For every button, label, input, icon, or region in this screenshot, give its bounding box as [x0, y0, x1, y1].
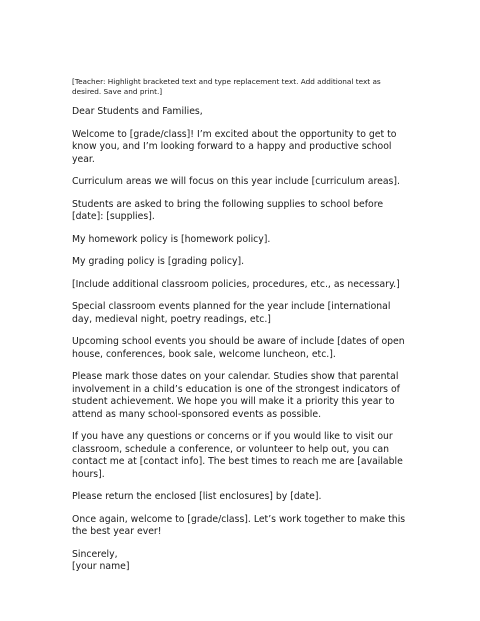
paragraph-enclosures: Please return the enclosed [list enclosures] by [date]. — [72, 491, 322, 502]
closing: Sincerely, — [72, 548, 118, 560]
paragraph-homework: My homework policy is [homework policy]. — [72, 233, 271, 245]
paragraph-welcome-again: Once again, welcome to [grade/class]. Let’s work together to make this the best year ever! — [72, 513, 406, 537]
paragraph-calendar: Please mark those dates on your calendar. Studies show that parental involvement in a child’s education is one of the strongest indicators of student achievement. We hope you will make it a priority this year to attend as many school-sponsored events as possible. — [72, 371, 400, 420]
paragraph-supplies: Students are asked to bring the following supplies to school before [date]: [supplies]. — [72, 198, 384, 222]
teacher-instructions: [Teacher: Highlight bracketed text and type replacement text. Add additional text as desired. Save and print.] — [72, 77, 381, 96]
letter-body — [72, 106, 412, 574]
paragraph-contact: If you have any questions or concerns or if you would like to visit our classroom, schedule a conference, or volunteer to help out, you can contact me at [contact info]. The best times to reach me are [available hours]. — [72, 431, 403, 480]
paragraph-policies: [Include additional classroom policies, procedures, etc., as necessary.] — [72, 278, 400, 290]
signature: [your name] — [72, 561, 130, 572]
paragraph-classroom-events: Special classroom events planned for the year include [international day, medieval night, poetry readings, etc.] — [72, 301, 391, 325]
paragraph-school-events: Upcoming school events you should be aware of include [dates of open house, conferences, book sale, welcome luncheon, etc.]. — [72, 336, 405, 360]
paragraph-welcome: Welcome to [grade/class]! I’m excited about the opportunity to get to know you, and I’m looking forward to a happy and productive school year. — [72, 128, 397, 165]
salutation: Dear Students and Families, — [72, 106, 203, 117]
paragraph-grading: My grading policy is [grading policy]. — [72, 256, 245, 267]
paragraph-curriculum: Curriculum areas we will focus on this year include [curriculum areas]. — [72, 176, 400, 187]
